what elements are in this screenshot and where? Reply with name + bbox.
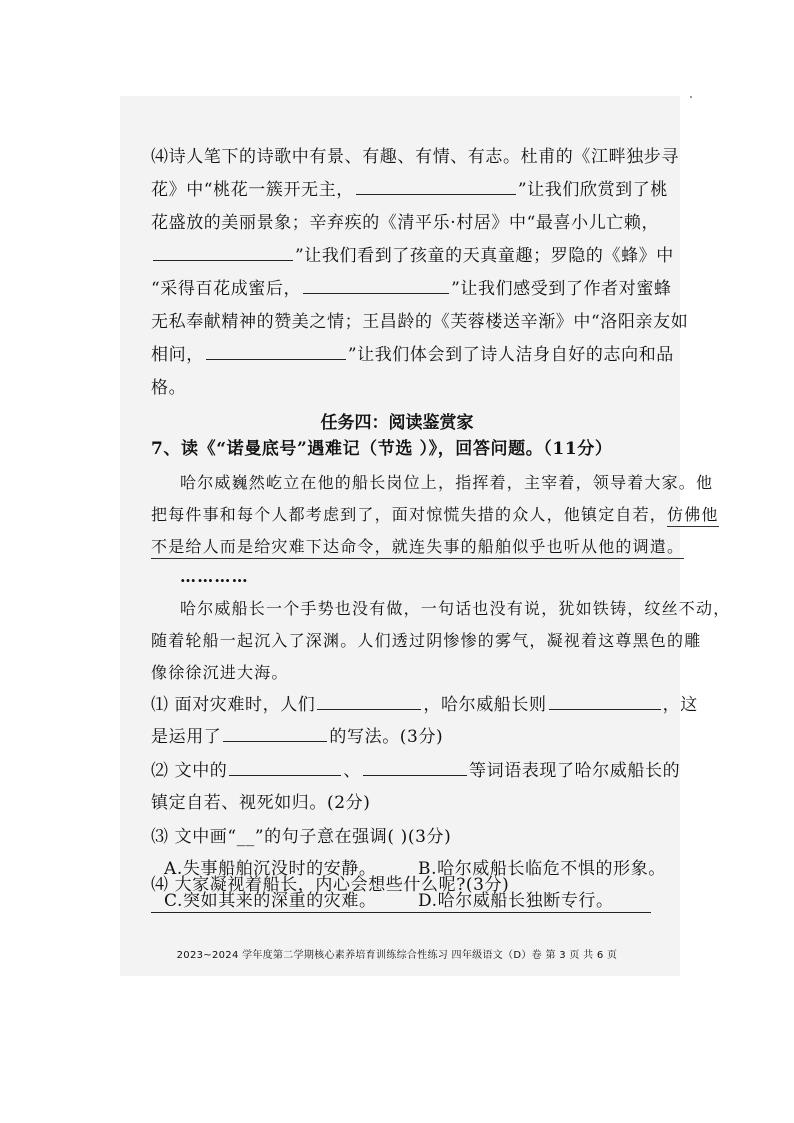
q7-sub1-text-e: 的写法。(3分) [329, 727, 444, 747]
passage-p2-line1: 哈尔威船长一个手势也没有做，一句话也没有说，犹如铁铸，纹丝不动， [180, 599, 731, 618]
q6-4-line7 [151, 344, 674, 366]
option-b[interactable]: B.哈尔威船长临危不惧的形象。 [418, 859, 666, 879]
fill-blank-4[interactable] [206, 344, 346, 360]
fill-blank-9[interactable] [363, 760, 467, 776]
q7-sub1-line1 [151, 694, 698, 716]
fill-blank-6[interactable] [549, 694, 661, 710]
q7-sub1-text-b: ，哈尔威船长则 [423, 695, 547, 715]
passage-ellipsis: ………… [180, 567, 249, 586]
q6-4-line8: 格。 [151, 378, 187, 398]
answer-line[interactable] [151, 912, 651, 913]
fill-blank-3[interactable] [303, 278, 449, 294]
underlined-sentence-end: 不是给人而是给灾难下达命令，就连失事的船舶似乎也听从他的调遣。 [151, 537, 684, 559]
q7-sub2-line2: 镇定自若、视死如归。(2分) [151, 793, 371, 813]
page-footer: 2023~2024 学年度第二学期核心素养培育训练综合性练习 四年级语文（D）卷 第 3 页 共 6 页 [176, 950, 618, 961]
q7-sub2-text-a: ⑵ 文中的 [151, 761, 228, 781]
q6-4-line3: 花盛放的美丽景象；辛弃疾的《清平乐·村居》中“最喜小儿亡赖， [151, 213, 660, 233]
q6-4-line2-text-a: 花》中“桃花一簇开无主， [151, 180, 354, 200]
q7-sub2-line1 [151, 760, 680, 782]
q6-4-line5 [151, 278, 672, 300]
q6-4-line7-text-b: ”让我们体会到了诗人洁身自好的志向和品 [347, 345, 674, 365]
q7-heading: 7、读《“诺曼底号”遇难记（节选 ）》，回答问题。（11分） [151, 439, 613, 459]
passage-p1-line1: 哈尔威巍然屹立在他的船长岗位上，指挥着，主宰着，领导着大家。他 [180, 473, 714, 492]
q6-4-line2-text-b: ”让我们欣赏到了桃 [517, 180, 668, 200]
q6-4-line1: ⑷诗人笔下的诗歌中有景、有趣、有情、有志。杜甫的《江畔独步寻 [151, 147, 679, 167]
passage-p1-line2-text: 把每件事和每个人都考虑到了，面对惊慌失措的众人，他镇定自若， [151, 505, 668, 524]
fill-blank-2[interactable] [153, 245, 293, 261]
underlined-sentence-start: 仿佛他 [667, 505, 719, 527]
passage-p1-line3 [151, 536, 684, 558]
q7-sub2-text-b: 、 [343, 761, 362, 781]
option-a[interactable]: A.失事船舶沉没时的安静。 [164, 859, 377, 879]
q6-4-line6: 无私奉献精神的赞美之情；王昌龄的《芙蓉楼送辛渐》中“洛阳亲友如 [151, 312, 689, 332]
passage-p2-line3: 像徐徐沉进大海。 [151, 663, 289, 682]
q6-4-line4 [151, 245, 674, 267]
option-d[interactable]: D.哈尔威船长独断专行。 [418, 891, 614, 911]
option-c[interactable]: C.突如其来的深重的灾难。 [164, 891, 377, 911]
q7-sub1-text-c: ，这 [662, 695, 698, 715]
q7-sub2-text-c: 等词语表现了哈尔威船长的 [469, 761, 681, 781]
q6-4-line5-text-b: ”让我们感受到了作者对蜜蜂 [451, 279, 672, 299]
q6-4-line5-text-a: “采得百花成蜜后， [151, 279, 302, 299]
q7-sub1-line2 [151, 726, 443, 748]
q6-4-line2 [151, 179, 668, 201]
fill-blank-5[interactable] [317, 694, 421, 710]
q7-sub1-text-d: 是运用了 [151, 727, 222, 747]
q6-4-line4-text: ”让我们看到了孩童的天真童趣；罗隐的《蜂》中 [295, 246, 674, 266]
q7-sub4: ⑷ 大家凝视着船长，内心会想些什么呢?(3分) [151, 875, 510, 895]
q7-sub1-text-a: ⑴ 面对灾难时，人们 [151, 695, 316, 715]
q7-sub3: ⑶ 文中画“__”的句子意在强调( )(3分) [151, 827, 452, 847]
q6-4-line7-text-a: 相问， [151, 345, 204, 365]
fill-blank-1[interactable] [356, 179, 516, 195]
task4-title: 任务四：阅读鉴赏家 [320, 413, 474, 433]
passage-p2-line2: 随着轮船一起沉入了深渊。人们透过阴惨惨的雾气，凝视着这尊黑色的雕 [151, 631, 702, 650]
fill-blank-7[interactable] [223, 726, 327, 742]
fill-blank-8[interactable] [229, 760, 341, 776]
passage-p1-line2 [151, 504, 719, 526]
